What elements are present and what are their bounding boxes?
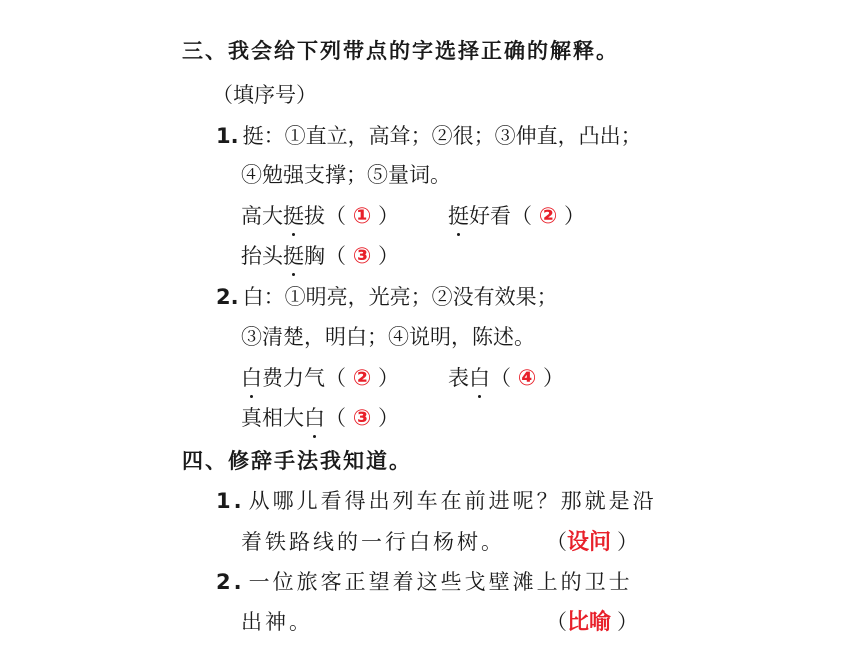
q2-item2-close: ） xyxy=(543,366,565,390)
q1-item2-dotted-char: 挺 xyxy=(448,201,469,231)
q2-item2-dotted-char: 白 xyxy=(469,363,490,393)
q1-item1-pre: 高大 xyxy=(241,204,283,228)
section4-title: 四、修辞手法我知道。 xyxy=(182,449,412,473)
q2-item3-answer: ③ xyxy=(352,406,372,431)
section3-title: 三、我会给下列带点的字选择正确的解释。 xyxy=(182,39,619,63)
q1-item1-close: ） xyxy=(378,204,400,228)
q1-item2-answer: ② xyxy=(538,204,558,229)
q1-item3-post: 胸（ xyxy=(304,244,346,268)
s4-q1-text1: 从哪儿看得出列车在前进呢？那就是沿 xyxy=(248,489,657,513)
s4-q1-number: 1. xyxy=(216,489,245,513)
q1-definition-line1 xyxy=(216,121,642,151)
q2-item1-close: ） xyxy=(378,366,400,390)
q1-item2 xyxy=(448,201,585,232)
q1-item1-dotted-char: 挺 xyxy=(283,201,304,231)
q1-item3-answer: ③ xyxy=(352,244,372,269)
q1-item1-post: 拔（ xyxy=(304,204,346,228)
q2-item3 xyxy=(241,403,399,434)
q2-item3-dotted-char: 白 xyxy=(304,403,325,433)
q1-item2-close: ） xyxy=(564,204,586,228)
q1-item1-answer: ① xyxy=(352,204,372,229)
q2-item1-post: 费力气（ xyxy=(262,366,346,390)
s4-q2-open: （ xyxy=(546,610,567,634)
s4-q2-text1: 一位旅客正望着这些戈壁滩上的卫士 xyxy=(248,570,633,594)
q2-number: 2. xyxy=(216,285,239,309)
q1-item1 xyxy=(241,201,399,232)
q1-item3-dotted-char: 挺 xyxy=(283,241,304,271)
q2-item1-dotted-char: 白 xyxy=(241,363,262,393)
q2-definition-line1 xyxy=(216,282,558,312)
q1-item2-post: 好看（ xyxy=(469,204,532,228)
q2-item1-answer: ② xyxy=(352,366,372,391)
s4-q1-line1 xyxy=(216,486,657,516)
s4-q1-close: ） xyxy=(617,530,639,554)
s4-q1-answer: 设问 xyxy=(567,530,612,555)
q1-definition-line2: ④勉强支撑；⑤量词。 xyxy=(241,163,451,187)
s4-q1-line2: 着铁路线的一行白杨树。 xyxy=(241,530,505,554)
s4-q2-line2: 出神。 xyxy=(241,610,313,634)
q2-item2-answer: ④ xyxy=(517,366,537,391)
section3-subtitle: （填序号） xyxy=(212,83,317,107)
q2-item3-pre: 真相大 xyxy=(241,406,304,430)
q2-item2-pre: 表 xyxy=(448,366,469,390)
q1-item3-close: ） xyxy=(378,244,400,268)
q2-definition-line2: ③清楚，明白；④说明，陈述。 xyxy=(241,325,535,349)
s4-q2-line1 xyxy=(216,567,633,597)
q2-item3-close: ） xyxy=(378,406,400,430)
q2-item2 xyxy=(448,363,564,394)
s4-q1-open: （ xyxy=(546,530,567,554)
s4-q2-close: ） xyxy=(617,610,639,634)
q2-def-text1: 白：①明亮，光亮；②没有效果； xyxy=(242,285,558,309)
s4-q2-answer-box xyxy=(546,607,638,638)
q1-item3 xyxy=(241,241,399,272)
s4-q2-answer: 比喻 xyxy=(567,610,612,635)
q1-item3-pre: 抬头 xyxy=(241,244,283,268)
q1-def-text1: 挺：①直立，高耸；②很；③伸直，凸出； xyxy=(242,124,642,148)
q1-number: 1. xyxy=(216,124,239,148)
s4-q2-number: 2. xyxy=(216,570,245,594)
q2-item1 xyxy=(241,363,399,394)
q2-item3-post: （ xyxy=(325,406,346,430)
q2-item2-post: （ xyxy=(490,366,511,390)
s4-q1-answer-box xyxy=(546,527,638,558)
